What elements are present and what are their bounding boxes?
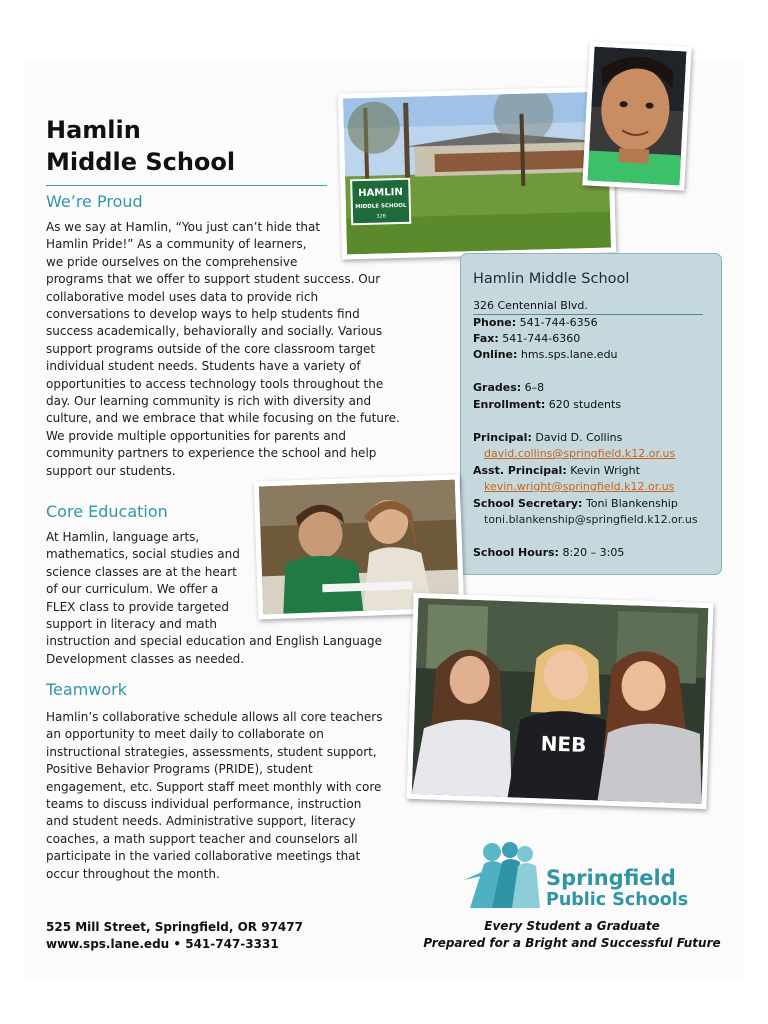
secretary-email-line	[484, 513, 698, 527]
paragraph-line: participate in the varied collaborative meetings that	[46, 849, 361, 864]
info-grades	[473, 381, 544, 395]
info-online	[473, 348, 618, 362]
school-building-photo	[338, 86, 616, 259]
paragraph-line: conversations to develop ways to help students find	[46, 307, 360, 322]
paragraph-line: opportunities to access technology tools throughout the	[46, 376, 384, 391]
paragraph-line: an opportunity to meet daily to collaborate on	[46, 727, 324, 742]
info-principal	[473, 431, 622, 445]
three-students-photo	[406, 593, 713, 809]
info-divider	[473, 314, 703, 315]
shirt-print: NEB	[540, 731, 587, 757]
paragraph-line: Positive Behavior Programs (PRIDE), student	[46, 762, 313, 777]
info-secretary	[473, 497, 678, 511]
paragraph-line: support programs outside of the core classroom target	[46, 341, 376, 356]
sign-line-3: 326	[376, 213, 386, 220]
paragraph-line: success academically, behaviorally and socially. Various	[46, 324, 383, 339]
paragraph-line: of our curriculum. We offer a	[46, 582, 219, 597]
heading-core-education: Core Education	[46, 502, 168, 521]
logo-line-2: Public Schools	[546, 890, 689, 910]
fax-label: Fax:	[473, 332, 499, 345]
heading-teamwork: Teamwork	[46, 680, 128, 699]
asst-email[interactable]: kevin.wright@springfield.k12.or.us	[484, 480, 675, 493]
paragraph-line: we pride ourselves on the comprehensive	[46, 254, 298, 269]
paragraph-line: support our students.	[46, 463, 176, 478]
tagline-line-2: Prepared for a Bright and Successful Future	[423, 936, 721, 950]
info-fax	[473, 332, 580, 346]
info-asst-principal	[473, 464, 640, 478]
paragraph-line: occur throughout the month.	[46, 866, 220, 881]
logo-line-1: Springfield	[546, 866, 676, 890]
asst-email-link[interactable]	[484, 480, 674, 494]
principal-email-link[interactable]	[484, 447, 675, 461]
student-portrait-photo	[582, 41, 691, 190]
secretary-value: Toni Blankenship	[585, 497, 678, 510]
paragraph-line: support in literacy and math	[46, 617, 217, 632]
paragraph-line: and student needs. Administrative support, literacy	[46, 814, 356, 829]
paragraph-line: We provide multiple opportunities for parents and	[46, 428, 346, 443]
online-value[interactable]: hms.sps.lane.edu	[520, 348, 618, 361]
principal-value: David D. Collins	[535, 431, 623, 444]
sign-line-1: HAMLIN	[358, 186, 403, 200]
footer-web-phone[interactable]: www.sps.lane.edu • 541-747-3331	[46, 937, 279, 951]
info-address: 326 Centennial Blvd.	[473, 299, 588, 312]
fax-value: 541-744-6360	[502, 332, 581, 345]
heading-were-proud: We’re Proud	[46, 192, 143, 211]
paragraph-line: instructional strategies, assessments, student support,	[46, 744, 377, 759]
paragraph-line: As we say at Hamlin, “You just can’t hide that	[46, 220, 321, 234]
principal-email[interactable]: david.collins@springfield.k12.or.us	[484, 447, 676, 460]
paragraph-teamwork	[46, 709, 382, 883]
title-divider	[46, 185, 327, 186]
paragraph-line: Hamlin’s collaborative schedule allows all core teachers	[46, 710, 383, 724]
paragraph-line: instruction and special education and English Language	[46, 634, 383, 649]
enrollment-value: 620 students	[548, 398, 622, 411]
paragraph-line: teams to discuss individual performance, instruction	[46, 797, 362, 812]
info-title: Hamlin Middle School	[473, 271, 630, 287]
hours-value: 8:20 – 3:05	[562, 546, 625, 559]
paragraph-line: FLEX class to provide targeted	[46, 599, 230, 614]
paragraph-line: engagement, etc. Support staff meet monthly with core	[46, 779, 382, 794]
paragraph-line: programs that we offer to support student success. Our	[46, 272, 381, 287]
tagline-line-1: Every Student a Graduate	[484, 919, 660, 933]
paragraph-line: day. Our learning community is rich with diversity and	[46, 394, 372, 409]
paragraph-line: At Hamlin, language arts,	[46, 530, 200, 544]
paragraph-line: collaborative model uses data to provide rich	[46, 289, 319, 304]
title-line-2: Middle School	[46, 148, 236, 176]
paragraph-line: coaches, a math support teacher and counselors all	[46, 831, 358, 846]
asst-label: Asst. Principal:	[473, 464, 567, 477]
info-hours	[473, 546, 624, 560]
secretary-label: School Secretary:	[473, 497, 583, 510]
asst-value: Kevin Wright	[570, 464, 640, 477]
online-label: Online:	[473, 348, 518, 361]
paragraph-line: science classes are at the heart	[46, 564, 237, 579]
paragraph-line: mathematics, social studies and	[46, 547, 240, 562]
paragraph-line: individual student needs. Students have a variety of	[46, 359, 361, 374]
paragraph-line: culture, and we embrace that while focusing on the future.	[46, 411, 400, 426]
title-line-1: Hamlin	[46, 116, 141, 144]
footer-address: 525 Mill Street, Springfield, OR 97477	[46, 920, 303, 934]
sign-line-2: MIDDLE SCHOOL	[355, 202, 407, 211]
paragraph-line: Hamlin Pride!” As a community of learners,	[46, 237, 307, 252]
phone-label: Phone:	[473, 316, 517, 329]
principal-label: Principal:	[473, 431, 532, 444]
page-title	[46, 114, 235, 178]
hours-label: School Hours:	[473, 546, 559, 559]
grades-label: Grades:	[473, 381, 522, 394]
paragraph-line: Development classes as needed.	[46, 651, 245, 666]
grades-value: 6–8	[524, 381, 545, 394]
school-info-box	[460, 253, 722, 575]
phone-value: 541-744-6356	[519, 316, 598, 329]
info-phone	[473, 316, 598, 330]
info-enrollment	[473, 398, 621, 412]
secretary-email: toni.blankenship@springfield.k12.or.us	[484, 513, 698, 526]
enrollment-label: Enrollment:	[473, 398, 546, 411]
paragraph-line: community partners to experience the school and help	[46, 446, 377, 461]
logo-figures-icon	[462, 840, 548, 912]
